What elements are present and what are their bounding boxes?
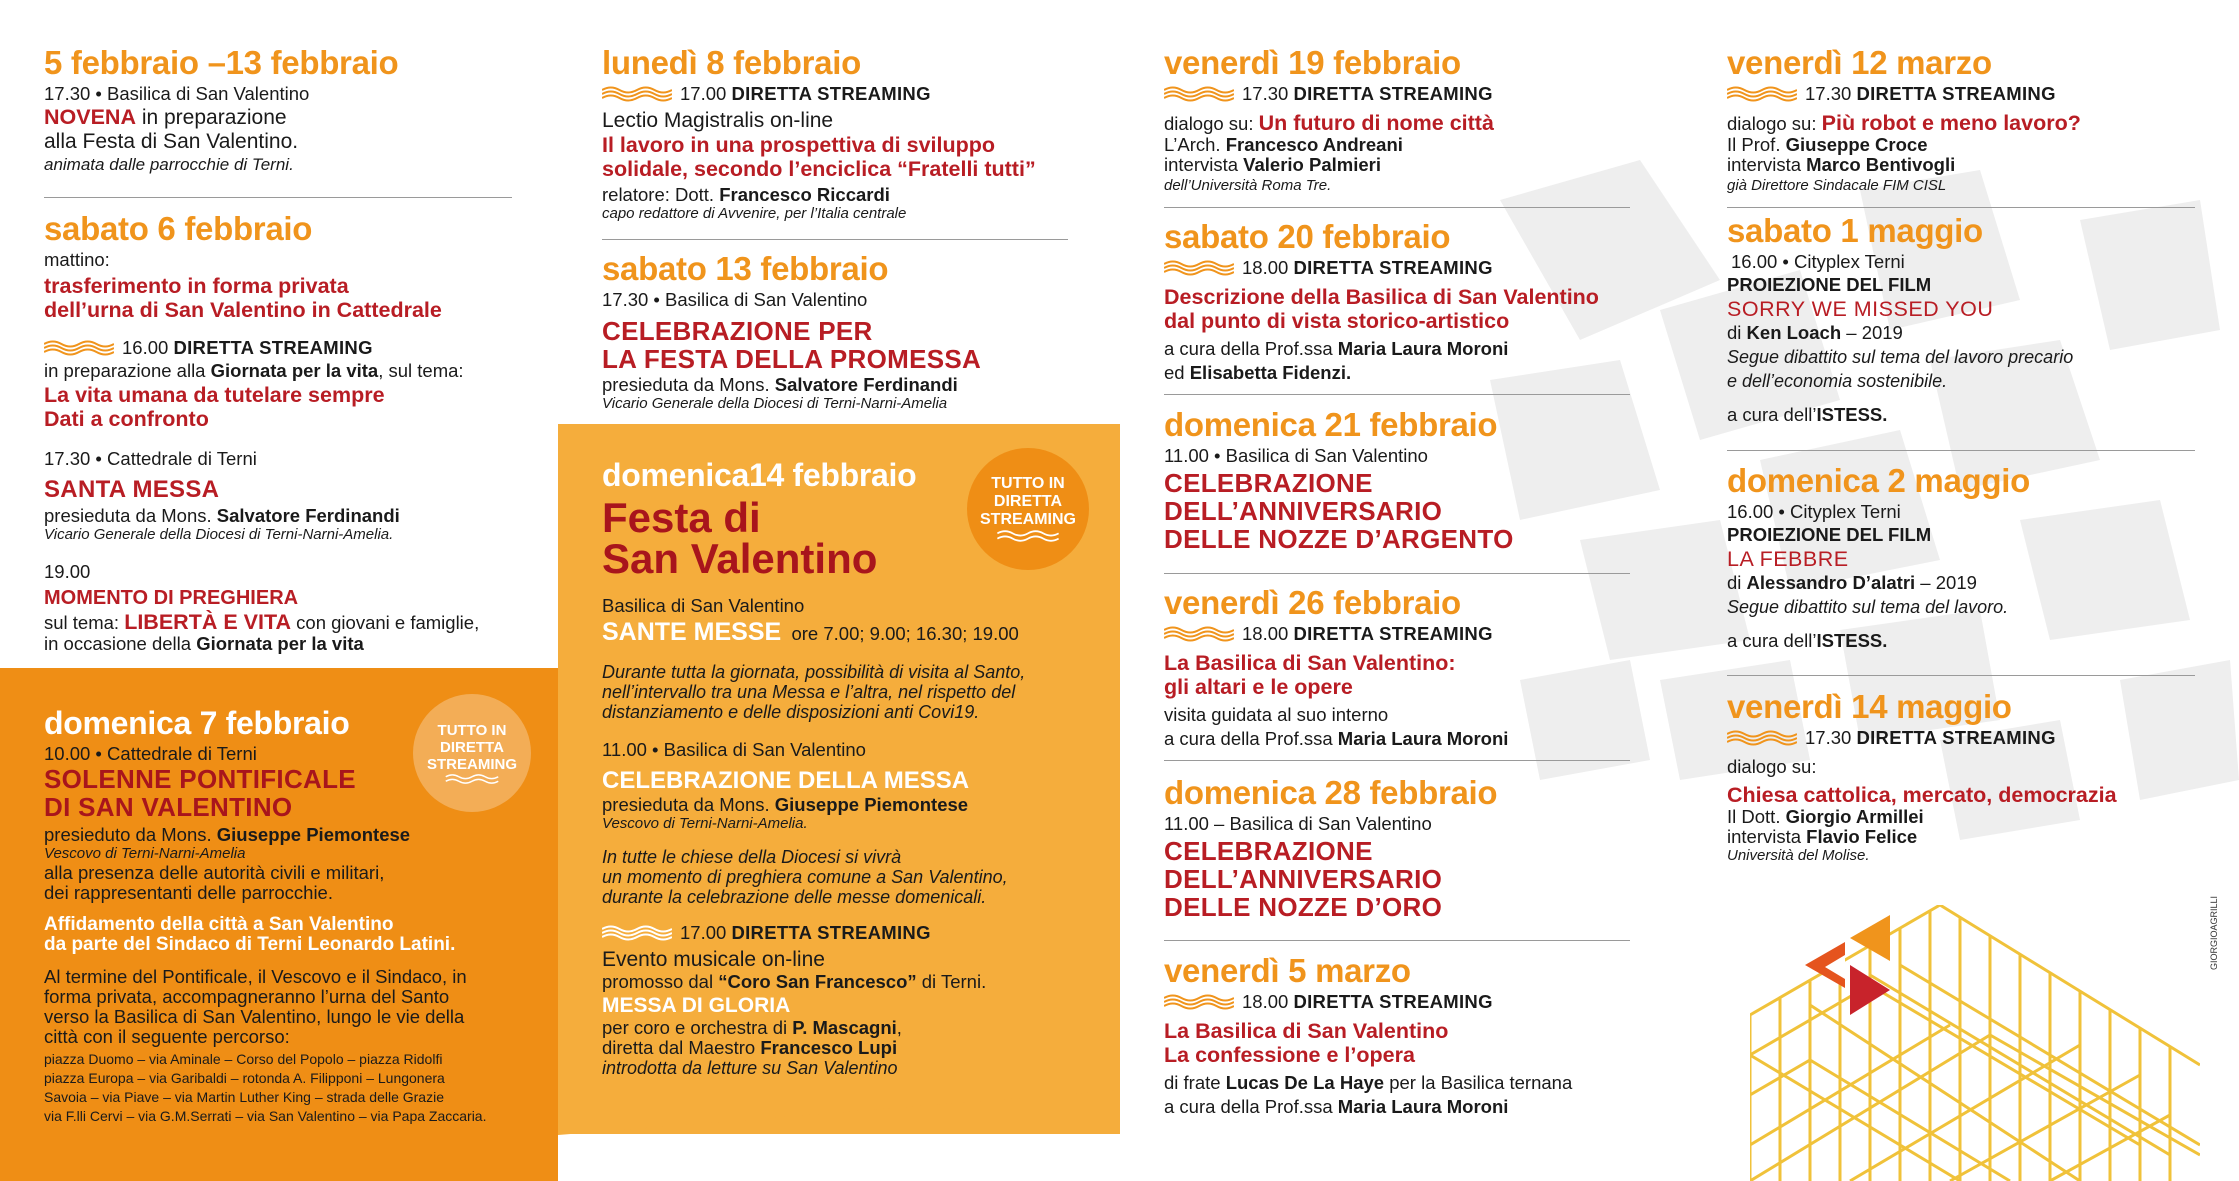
event-desc: ISTESS. [1816, 630, 1888, 651]
event-desc: Marco Bentivogli [1806, 154, 1956, 175]
event-desc: Giornata per la vita [196, 633, 364, 654]
stream-time: 17.00 [680, 83, 727, 104]
event-time: 17.30 • Cattedrale di Terni [44, 448, 257, 469]
event-title: SANTE MESSE [602, 618, 782, 646]
event-title: La Basilica di San Valentino [1164, 1019, 1449, 1043]
event-lunedi-8 [602, 44, 1102, 223]
event-desc: Flavio Felice [1806, 826, 1918, 847]
event-desc: Salvatore Ferdinandi [774, 374, 958, 395]
event-note: introdotta da letture su San Valentino [602, 1058, 898, 1078]
event-title: CELEBRAZIONE [1164, 468, 1373, 498]
route-line: Savoia – via Piave – via Martin Luther King – strada delle Grazie [44, 1089, 444, 1105]
event-date: venerdì 12 marzo [1727, 44, 1992, 81]
event-desc: a cura della Prof.ssa [1164, 338, 1338, 359]
stream-time: 18.00 [1242, 623, 1289, 644]
divider [1164, 207, 1630, 208]
stream-time: 17.30 [1805, 83, 1852, 104]
streaming-tag [1727, 82, 2207, 105]
event-title: Descrizione della Basilica di San Valentino [1164, 285, 1599, 309]
event-theme: Un futuro di nome città [1258, 111, 1494, 135]
event-note: già Direttore Sindacale FIM CISL [1727, 177, 1947, 194]
event-theme: Chiesa cattolica, mercato, democrazia [1727, 783, 2117, 807]
wave-icon [1164, 260, 1234, 276]
credit-text: GIORGIOAGRILLI [2209, 895, 2219, 970]
event-desc: Lucas De La Haye [1225, 1072, 1385, 1093]
event-theme: LIBERTÀ E VITA [124, 610, 292, 634]
event-date: sabato 13 febbraio [602, 250, 889, 287]
event-title: DELL’ANNIVERSARIO [1164, 496, 1443, 526]
event-desc: Elisabetta Fidenzi. [1189, 362, 1352, 383]
event-desc: Lectio Magistralis on-line [602, 109, 834, 132]
event-desc: dialogo su: [1164, 113, 1259, 134]
event-desc: Francesco Lupi [760, 1037, 898, 1058]
event-note: Vescovo di Terni-Narni-Amelia [44, 845, 246, 862]
event-desc: alla presenza delle autorità civili e militari, [44, 862, 385, 883]
event-date: domenica 28 febbraio [1164, 774, 1498, 811]
event-desc: intervista [1164, 154, 1244, 175]
event-theme: La vita umana da tutelare sempre [44, 383, 385, 407]
event-note: distanziamento e delle disposizioni anti Covi19. [602, 702, 980, 722]
wave-icon [602, 86, 672, 102]
wave-icon [44, 340, 114, 356]
event-highlight: Affidamento della città a San Valentino [44, 914, 394, 935]
route-line: via F.lli Cervi – via G.M.Serrati – via San Valentino – via Papa Zaccaria. [44, 1108, 487, 1124]
event-desc: di [1727, 572, 1747, 593]
event-desc: ISTESS. [1816, 404, 1888, 425]
event-headline: San Valentino [602, 535, 878, 582]
event-desc: alla Festa di San Valentino. [44, 130, 299, 153]
badge-text: STREAMING [980, 511, 1076, 528]
event-title: LA FESTA DELLA PROMESSA [602, 344, 982, 374]
event-title: DELLE NOZZE D’ARGENTO [1164, 524, 1514, 554]
event-desc: Francesco Riccardi [719, 184, 890, 205]
event-desc: Ken Loach [1746, 322, 1842, 343]
event-sabato-13 [602, 250, 1102, 413]
route-line: piazza Europa – via Garibaldi – rotonda A. Filipponi – Lungonera [44, 1070, 445, 1086]
event-theme: Dati a confronto [44, 407, 209, 431]
event-domenica-14 [602, 456, 1102, 1078]
event-highlight: da parte del Sindaco di Terni Leonardo Latini. [44, 934, 456, 955]
event-desc: Giuseppe Piemontese [774, 794, 969, 815]
event-note: dell’Università Roma Tre. [1164, 177, 1332, 194]
event-desc: presieduta da Mons. [602, 794, 775, 815]
stream-time: 18.00 [1242, 257, 1289, 278]
stream-time: 17.00 [680, 922, 727, 943]
event-desc: – 2019 [1915, 572, 1977, 593]
event-desc: , sul tema: [378, 360, 464, 381]
event-date: venerdì 19 febbraio [1164, 44, 1461, 81]
event-title: DELL’ANNIVERSARIO [1164, 864, 1443, 894]
event-venerdi-19 [1164, 44, 1664, 195]
triangle-grid-logo [1750, 905, 2200, 1181]
wave-icon [602, 925, 672, 941]
stream-time: 16.00 [122, 337, 169, 358]
event-desc: ed [1164, 362, 1190, 383]
film-title: SORRY WE MISSED YOU [1727, 297, 1994, 321]
event-desc: in preparazione [135, 106, 287, 129]
wave-icon [1164, 626, 1234, 642]
event-date: domenica 7 febbraio [44, 705, 350, 741]
event-desc: di Terni. [916, 971, 987, 992]
event-date: lunedì 8 febbraio [602, 44, 861, 81]
streaming-tag [1727, 726, 2207, 749]
divider [1727, 207, 2195, 208]
event-desc: di [1727, 322, 1747, 343]
event-time: 17.30 • Basilica di San Valentino [44, 83, 310, 104]
event-desc: relatore: Dott. [602, 184, 720, 205]
event-date: sabato 6 febbraio [44, 210, 313, 247]
event-title: dell’urna di San Valentino in Cattedrale [44, 298, 442, 322]
event-desc: diretta dal Maestro [602, 1037, 761, 1058]
event-novena [44, 44, 514, 176]
divider [1727, 675, 2195, 676]
event-note: Vicario Generale della Diocesi di Terni-Narni-Amelia [602, 395, 948, 412]
event-date: venerdì 5 marzo [1164, 952, 1411, 989]
event-time: 16.00 • Cityplex Terni [1727, 501, 1901, 522]
event-note: In tutte le chiese della Diocesi si vivrà [602, 847, 902, 867]
badge-text: STREAMING [427, 755, 517, 773]
event-theme: Più robot e meno lavoro? [1821, 111, 2081, 135]
event-desc: Al termine del Pontificale, il Vescovo e il Sindaco, in [44, 966, 467, 987]
event-desc: Maria Laura Moroni [1337, 1096, 1509, 1117]
event-title: trasferimento in forma privata [44, 274, 349, 298]
event-desc: intervista [1727, 826, 1807, 847]
event-desc: a cura della Prof.ssa [1164, 1096, 1338, 1117]
event-title: Evento musicale on-line [602, 948, 825, 971]
event-desc: per coro e orchestra di [602, 1017, 793, 1038]
event-desc: sul tema: [44, 612, 125, 633]
event-desc: città con il seguente percorso: [44, 1026, 290, 1047]
event-date: domenica14 febbraio [602, 457, 917, 493]
event-venerdi-12 [1727, 44, 2207, 195]
event-domenica-2 [1727, 462, 2207, 651]
stream-label: DIRETTA STREAMING [1293, 991, 1493, 1012]
event-venerdi-5 [1164, 952, 1684, 1119]
event-time: ore 7.00; 9.00; 16.30; 19.00 [791, 623, 1019, 644]
event-desc: a cura della Prof.ssa [1164, 728, 1338, 749]
event-title: Il lavoro in una prospettiva di sviluppo [602, 133, 996, 157]
wave-icon [1164, 86, 1234, 102]
event-venerdi-14 [1727, 688, 2207, 865]
event-desc: visita guidata al suo interno [1164, 704, 1389, 725]
event-date: venerdì 14 maggio [1727, 688, 2012, 725]
event-desc: in preparazione alla [44, 360, 211, 381]
event-note: capo redattore di Avvenire, per l’Italia centrale [602, 205, 907, 222]
wave-icon [1164, 994, 1234, 1010]
event-title: SOLENNE PONTIFICALE [44, 764, 356, 794]
event-desc: dei rappresentanti delle parrocchie. [44, 882, 333, 903]
event-desc: a cura dell’ [1727, 630, 1817, 651]
event-date: sabato 1 maggio [1727, 212, 1983, 249]
event-title: La Basilica di San Valentino: [1164, 651, 1456, 675]
event-sabato-6 [44, 210, 544, 654]
event-domenica-21 [1164, 406, 1684, 553]
event-note: Durante tutta la giornata, possibilità di visita al Santo, [602, 662, 1026, 682]
event-venerdi-26 [1164, 584, 1684, 751]
divider [1164, 760, 1630, 761]
event-domenica-28 [1164, 774, 1684, 921]
wave-icon [1727, 730, 1797, 746]
event-date: 5 febbraio –13 febbraio [44, 44, 399, 81]
event-title: MOMENTO DI PREGHIERA [44, 587, 299, 609]
event-desc: dialogo su: [1727, 756, 1817, 777]
divider [1727, 450, 2195, 451]
event-domenica-7 [44, 704, 544, 1126]
event-time: 19.00 [44, 561, 91, 582]
event-desc: Giuseppe Piemontese [216, 824, 411, 845]
route-line: piazza Duomo – via Aminale – Corso del Popolo – piazza Ridolfi [44, 1051, 443, 1067]
event-title: gli altari e le opere [1164, 675, 1353, 699]
event-place: Basilica di San Valentino [602, 595, 805, 616]
event-note: Segue dibattito sul tema del lavoro precario [1727, 347, 2074, 367]
event-note: e dell’economia sostenibile. [1727, 371, 1948, 391]
wave-icon [1727, 86, 1797, 102]
stream-label: DIRETTA STREAMING [1293, 623, 1493, 644]
event-desc: in occasione della [44, 633, 197, 654]
stream-label: DIRETTA STREAMING [173, 337, 373, 358]
event-note: Segue dibattito sul tema del lavoro. [1727, 597, 2009, 617]
streaming-tag [44, 336, 544, 359]
divider [602, 239, 1068, 240]
event-desc: presieduto da Mons. [44, 824, 217, 845]
event-title: solidale, secondo l’enciclica “Fratelli tutti” [602, 157, 1036, 181]
event-sabato-20 [1164, 218, 1684, 385]
event-date: domenica 21 febbraio [1164, 406, 1498, 443]
event-time: 17.30 • Basilica di San Valentino [602, 289, 868, 310]
event-note: Vescovo di Terni-Narni-Amelia. [602, 815, 808, 832]
event-desc: Il Dott. [1727, 806, 1786, 827]
event-note: un momento di preghiera comune a San Valentino, [602, 867, 1008, 887]
event-note: nell’intervallo tra una Messa e l’altra, nel rispetto del [602, 682, 1016, 702]
event-time: 10.00 • Cattedrale di Terni [44, 743, 257, 764]
yellow-panel-slant [558, 1090, 1120, 1135]
divider [1164, 940, 1630, 941]
event-desc: promosso dal [602, 971, 719, 992]
streaming-tag [602, 82, 1102, 105]
event-desc: , [896, 1017, 902, 1038]
divider [44, 197, 512, 198]
stream-time: 18.00 [1242, 991, 1289, 1012]
event-desc: per la Basilica ternana [1384, 1072, 1573, 1093]
event-title: SANTA MESSA [44, 476, 220, 503]
event-desc: Giornata per la vita [210, 360, 379, 381]
event-desc: presieduta da Mons. [44, 505, 217, 526]
badge-text: TUTTO IN [991, 475, 1065, 492]
streaming-tag [1164, 990, 1684, 1013]
event-title: DELLE NOZZE D’ORO [1164, 892, 1443, 922]
stream-label: DIRETTA STREAMING [1856, 83, 2056, 104]
divider [1164, 394, 1630, 395]
film-title: LA FEBBRE [1727, 547, 1849, 571]
event-title: CELEBRAZIONE [1164, 836, 1373, 866]
event-note: animata dalle parrocchie di Terni. [44, 155, 294, 174]
event-desc: Maria Laura Moroni [1337, 338, 1509, 359]
event-desc: Salvatore Ferdinandi [216, 505, 400, 526]
stream-label: DIRETTA STREAMING [1293, 83, 1493, 104]
event-date: domenica 2 maggio [1727, 462, 2030, 499]
event-desc: con giovani e famiglie, [291, 612, 480, 633]
event-desc: Il Prof. [1727, 134, 1786, 155]
badge-text: TUTTO IN [437, 721, 507, 739]
event-note: Università del Molise. [1727, 847, 1870, 864]
event-desc: – 2019 [1841, 322, 1903, 343]
event-desc: a cura dell’ [1727, 404, 1817, 425]
streaming-tag [1164, 82, 1664, 105]
event-desc: P. Mascagni [792, 1017, 897, 1038]
event-title: NOVENA [44, 105, 136, 129]
event-title: dal punto di vista storico-artistico [1164, 309, 1510, 333]
event-desc: Alessandro D’alatri [1746, 572, 1916, 593]
event-time: 11.00 • Basilica di San Valentino [1164, 445, 1428, 466]
event-desc: Giuseppe Croce [1785, 134, 1928, 155]
stream-time: 17.30 [1242, 83, 1289, 104]
event-desc: intervista [1727, 154, 1807, 175]
event-desc: di frate [1164, 1072, 1226, 1093]
event-desc: forma privata, accompagneranno l’urna del Santo [44, 986, 450, 1007]
event-date: sabato 20 febbraio [1164, 218, 1451, 255]
event-title: DI SAN VALENTINO [44, 792, 293, 822]
event-sabato-1 [1727, 212, 2207, 425]
event-title: CELEBRAZIONE DELLA MESSA [602, 767, 970, 794]
event-title: CELEBRAZIONE PER [602, 316, 873, 346]
stream-label: DIRETTA STREAMING [1856, 727, 2056, 748]
badge-text: DIRETTA [993, 493, 1063, 510]
event-title: La confessione e l’opera [1164, 1043, 1415, 1067]
event-time: 11.00 • Basilica di San Valentino [602, 739, 866, 760]
event-time: 16.00 • Cityplex Terni [1731, 251, 1905, 272]
event-desc: verso la Basilica di San Valentino, lungo le vie della [44, 1006, 465, 1027]
event-desc: Maria Laura Moroni [1337, 728, 1509, 749]
badge-text: DIRETTA [440, 738, 504, 756]
event-title: MESSA DI GLORIA [602, 994, 791, 1017]
stream-label: DIRETTA STREAMING [1293, 257, 1493, 278]
stream-label: DIRETTA STREAMING [731, 922, 931, 943]
event-desc: PROIEZIONE DEL FILM [1727, 524, 1932, 545]
stream-time: 17.30 [1805, 727, 1852, 748]
event-time: 11.00 – Basilica di San Valentino [1164, 813, 1432, 834]
event-date: venerdì 26 febbraio [1164, 584, 1461, 621]
event-note: Vicario Generale della Diocesi di Terni-Narni-Amelia. [44, 526, 394, 543]
event-desc: PROIEZIONE DEL FILM [1727, 274, 1932, 295]
event-desc: L’Arch. [1164, 134, 1226, 155]
streaming-tag [1164, 256, 1684, 279]
event-desc: dialogo su: [1727, 113, 1822, 134]
event-desc: mattino: [44, 249, 110, 270]
event-desc: Giorgio Armillei [1785, 806, 1924, 827]
streaming-tag [1164, 622, 1684, 645]
streaming-tag [602, 921, 1102, 944]
stream-label: DIRETTA STREAMING [731, 83, 931, 104]
event-desc: Valerio Palmieri [1243, 154, 1381, 175]
event-note: durante la celebrazione delle messe domenicali. [602, 887, 987, 907]
event-desc: “Coro San Francesco” [718, 971, 917, 992]
divider [1164, 573, 1630, 574]
event-headline: Festa di [602, 494, 761, 541]
event-desc: Francesco Andreani [1225, 134, 1403, 155]
event-desc: presieduta da Mons. [602, 374, 775, 395]
